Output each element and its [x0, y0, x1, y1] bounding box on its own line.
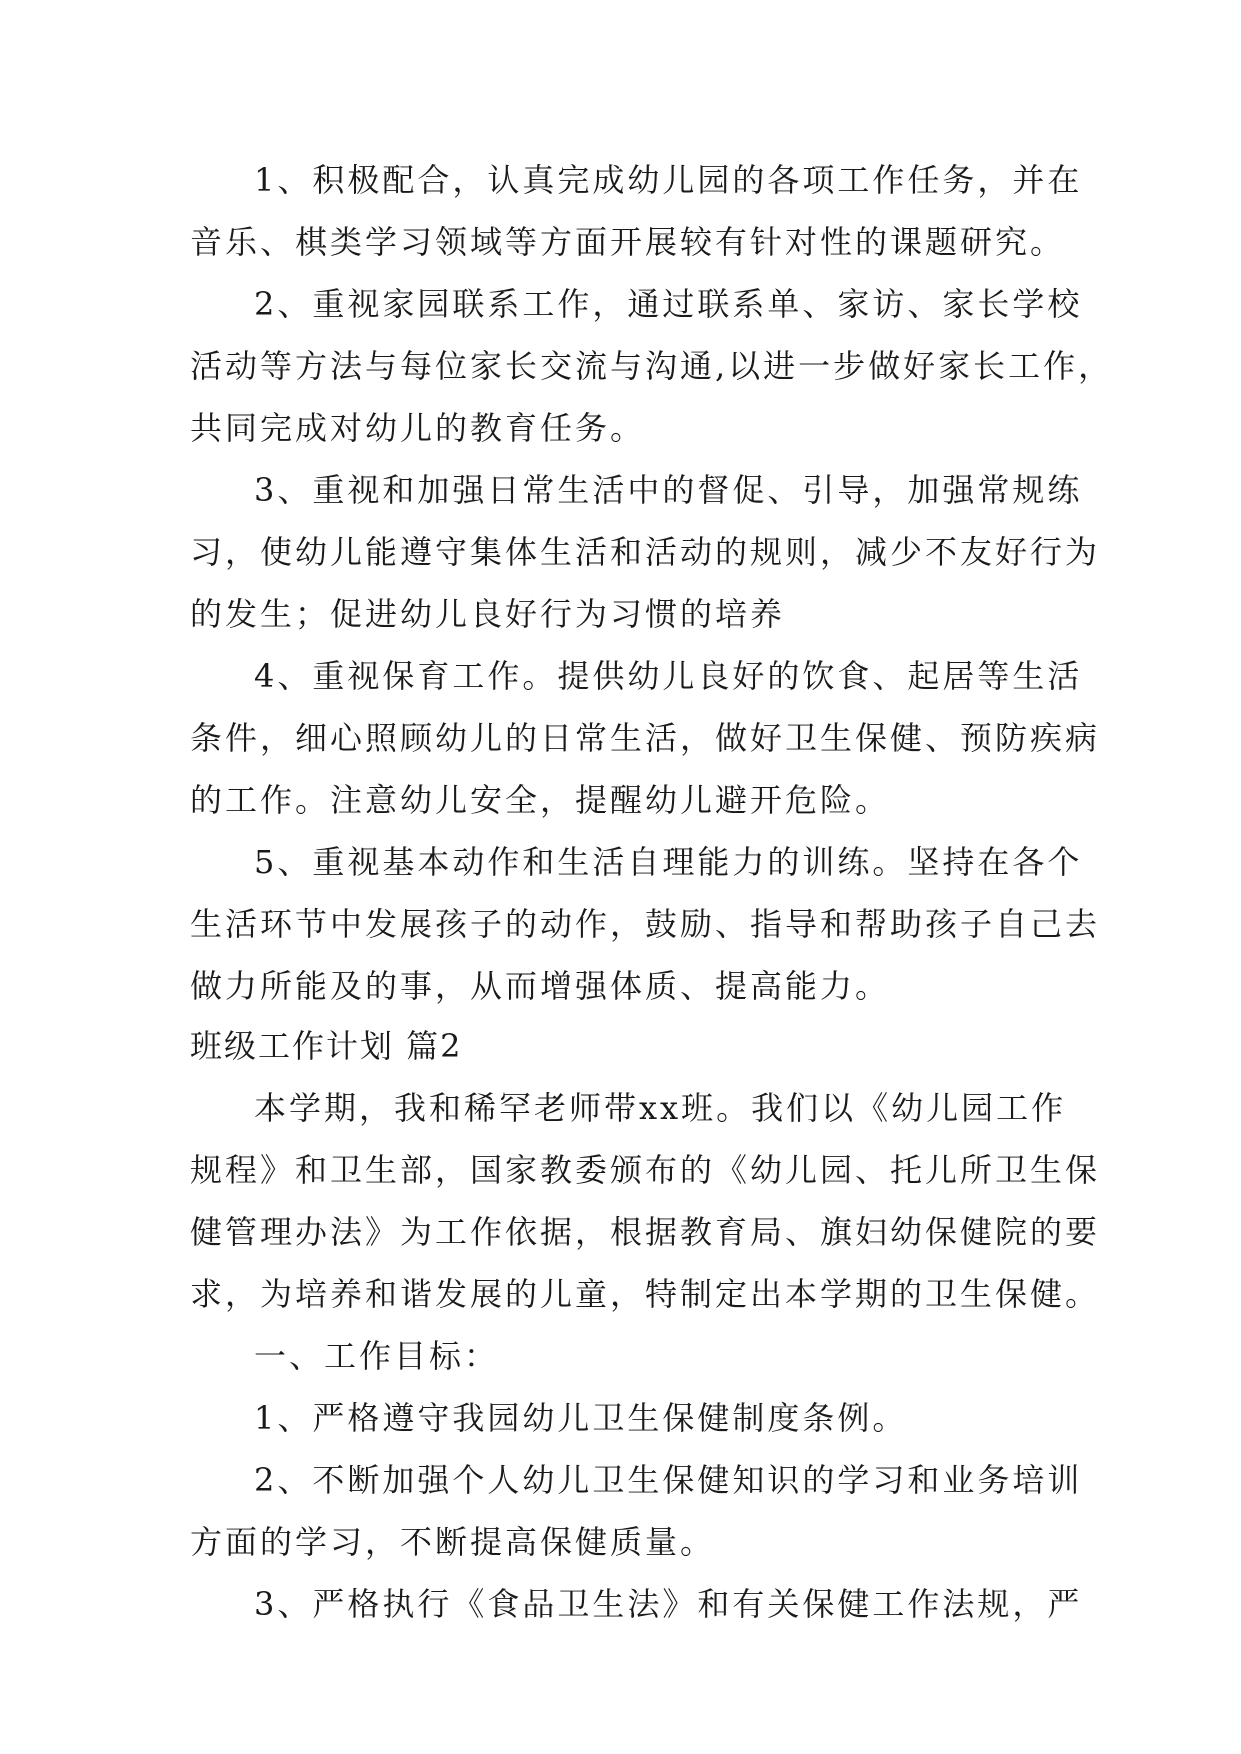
paragraph-3-line-1: 3、重视和加强日常生活中的督促、引导，加强常规练	[254, 471, 1083, 509]
paragraph-2-line-2: 活动等方法与每位家长交流与沟通,以进一步做好家长工作，	[190, 347, 1114, 385]
paragraph-6-line-3: 健管理办法》为工作依据，根据教育局、旗妇幼保健院的要	[190, 1213, 1101, 1251]
paragraph-3-line-2: 习，使幼儿能遵守集体生活和活动的规则，减少不友好行为	[190, 533, 1101, 571]
paragraph-2-line-1: 2、重视家园联系工作，通过联系单、家访、家长学校	[254, 285, 1083, 323]
paragraph-1-line-2: 音乐、棋类学习领域等方面开展较有针对性的课题研究。	[190, 223, 1066, 261]
paragraph-6-line-1: 本学期，我和稀罕老师带xx班。我们以《幼儿园工作	[254, 1089, 1067, 1127]
paragraph-3-line-3: 的发生；促进幼儿良好行为习惯的培养	[190, 595, 786, 633]
section-heading: 班级工作计划 篇2	[190, 1027, 463, 1065]
paragraph-4-line-1: 4、重视保育工作。提供幼儿良好的饮食、起居等生活	[254, 657, 1083, 695]
paragraph-4-line-2: 条件，细心照顾幼儿的日常生活，做好卫生保健、预防疾病	[190, 719, 1101, 757]
goal-2-line-2: 方面的学习，不断提高保健质量。	[190, 1523, 716, 1561]
goal-3-line-1: 3、严格执行《食品卫生法》和有关保健工作法规，严	[254, 1585, 1083, 1623]
paragraph-1-line-1: 1、积极配合，认真完成幼儿园的各项工作任务，并在	[254, 161, 1083, 199]
paragraph-4-line-3: 的工作。注意幼儿安全，提醒幼儿避开危险。	[190, 781, 891, 819]
paragraph-5-line-3: 做力所能及的事，从而增强体质、提高能力。	[190, 967, 891, 1005]
subheading-goals: 一、工作目标：	[254, 1337, 500, 1375]
goal-1-line-1: 1、严格遵守我园幼儿卫生保健制度条例。	[254, 1399, 908, 1437]
paragraph-6-line-2: 规程》和卫生部，国家教委颁布的《幼儿园、托儿所卫生保	[190, 1151, 1101, 1189]
paragraph-2-line-3: 共同完成对幼儿的教育任务。	[190, 409, 646, 447]
paragraph-5-line-1: 5、重视基本动作和生活自理能力的训练。坚持在各个	[254, 843, 1083, 881]
goal-2-line-1: 2、不断加强个人幼儿卫生保健知识的学习和业务培训	[254, 1461, 1083, 1499]
paragraph-6-line-4: 求，为培养和谐发展的儿童，特制定出本学期的卫生保健。	[190, 1275, 1101, 1313]
paragraph-5-line-2: 生活环节中发展孩子的动作，鼓励、指导和帮助孩子自己去	[190, 905, 1101, 943]
